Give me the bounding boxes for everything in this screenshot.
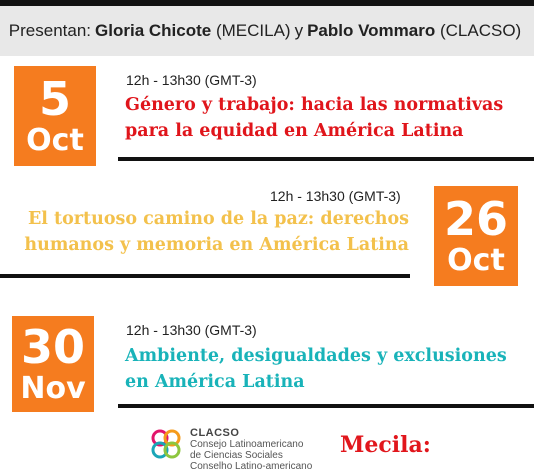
presenter1-org: (MECILA) xyxy=(215,21,291,40)
event-1-title-line1: Género y trabajo: hacia las normativas xyxy=(125,95,504,115)
event-1-title xyxy=(125,92,503,144)
event-3-title-line1: Ambiente, desigualdades y exclusiones xyxy=(125,346,507,366)
event-2-day: 26 xyxy=(443,192,508,246)
connector: y xyxy=(294,21,304,40)
presenters-prefix: Presentan: xyxy=(8,21,92,40)
event-2-time: 12h - 13h30 (GMT-3) xyxy=(270,188,401,204)
presenters-banner xyxy=(0,6,534,56)
event-2-month: Oct xyxy=(447,243,505,278)
event-3-title xyxy=(125,343,507,395)
presenter1-name: Gloria Chicote xyxy=(95,21,212,40)
event-1-month: Oct xyxy=(26,123,84,158)
event-2-title-line2: humanos y memoria en América Latina xyxy=(24,235,409,255)
event-3-month: Nov xyxy=(20,371,86,406)
presenter2-name: Pablo Vommaro xyxy=(307,21,436,40)
clacso-line2: de Ciencias Sociales xyxy=(190,450,283,461)
clacso-brand: CLACSO xyxy=(190,427,240,439)
clacso-name xyxy=(190,428,312,472)
event-3-time: 12h - 13h30 (GMT-3) xyxy=(126,322,257,338)
event-3-rule xyxy=(118,404,534,408)
event-1-rule xyxy=(118,157,534,161)
event-1-title-line2: para la equidad en América Latina xyxy=(125,121,464,141)
event-2-rule xyxy=(0,274,410,278)
clacso-line3: Conselho Latino-americano xyxy=(190,461,313,472)
presenter2-org: (CLACSO) xyxy=(439,21,522,40)
event-1-time: 12h - 13h30 (GMT-3) xyxy=(126,72,257,88)
event-2-title xyxy=(24,206,409,258)
event-3-title-line2: en América Latina xyxy=(125,372,305,392)
mecila-logo: Mecila: xyxy=(340,432,431,458)
event-2-title-line1: El tortuoso camino de la paz: derechos xyxy=(27,209,409,229)
clacso-line1: Consejo Latinoamericano xyxy=(190,439,304,450)
event-3-day: 30 xyxy=(20,320,85,374)
date-box-event-1 xyxy=(14,66,96,166)
date-box-event-2 xyxy=(434,186,518,286)
clacso-logo-icon xyxy=(148,426,184,462)
event-1-day: 5 xyxy=(38,72,71,126)
date-box-event-3 xyxy=(12,316,94,412)
